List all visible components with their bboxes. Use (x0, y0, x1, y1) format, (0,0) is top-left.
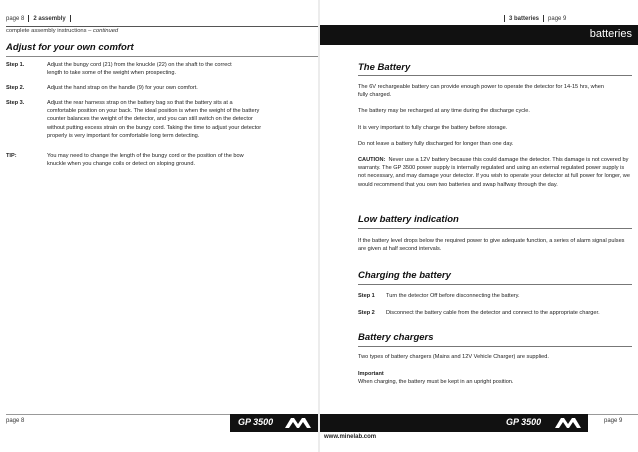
section-rule (358, 346, 632, 347)
header-divider (504, 15, 505, 22)
step-text: Adjust the rear harness strap on the battery bag so that the battery sits at a comfortable position on your back. The ideal position is when the weight of the battery counter balances the weight of the detector, and you can still switch on the detector without putting excess strain on the bungy cord. Taking the time to adjust your detector properly is very important for comfortable long term detecting. (47, 100, 262, 139)
footer-rule (588, 414, 638, 415)
step-label: Step 2. (6, 85, 25, 91)
caution-text: Never use a 12V battery because this could damage the detector. This damage is not covered by warranty. The GP 3500 power supply is internally regulated and using an external regulated power supply is not necessary, and may damage your detector. If you wish to operate your detector at full power for longer, we would recommend that you own two batteries and swap halfway through the day. (358, 157, 630, 188)
battery-p1: The 6V rechargeable battery can provide enough power to operate the detector for 14-15 hrs, when fully charged. (358, 84, 604, 99)
important-text: When charging, the battery must be kept in an upright position. (358, 379, 514, 385)
left-page (0, 0, 318, 452)
website-link[interactable]: www.minelab.com (324, 434, 377, 440)
step-text: Adjust the hand strap on the handle (9) for your own comfort. (47, 85, 198, 91)
right-footer-band (320, 414, 588, 432)
header-divider (70, 15, 71, 22)
right-page-label: page 9 (548, 16, 567, 23)
left-footer-model: GP 3500 (238, 417, 274, 427)
left-section-name: 2 assembly (33, 16, 66, 23)
step-label: Step 3. (6, 100, 25, 106)
section-title-battery: The Battery (358, 62, 411, 73)
right-footer-page: page 9 (604, 418, 623, 424)
chargers-p1: Two types of battery chargers (Mains and 12V Vehicle Charger) are supplied. (358, 354, 549, 360)
tip-text: You may need to change the length of the bungy cord or the position of the bow knuckle when you change coils or detect on sloping ground. (47, 153, 244, 168)
step-label: Step 1. (6, 62, 25, 68)
section-title-comfort: Adjust for your own comfort (6, 42, 134, 53)
section-rule (358, 284, 632, 285)
left-subtitle (6, 28, 118, 34)
important-label: Important (358, 371, 384, 377)
low-battery-p1: If the battery level drops below the required power to give adequate function, a series of alarm signal pulses are given at half second intervals. (358, 238, 625, 253)
section-rule (358, 75, 632, 76)
header-rule (6, 26, 318, 27)
caution-label: CAUTION: (358, 157, 386, 163)
battery-p2: The battery may be recharged at any time during the discharge cycle. (358, 108, 530, 114)
batteries-band-title: batteries (589, 28, 632, 40)
step-text: Turn the detector Off before disconnecting the battery. (386, 293, 520, 299)
section-rule (6, 56, 318, 57)
subtitle-continued: – continued (88, 28, 119, 34)
minelab-logo-icon (553, 416, 583, 430)
right-section-name: 3 batteries (509, 16, 540, 23)
page-gutter (318, 0, 320, 452)
battery-p4: Do not leave a battery fully discharged for longer than one day. (358, 141, 514, 147)
right-page (320, 0, 638, 452)
battery-caution (358, 156, 630, 189)
subtitle-text: complete assembly instructions (6, 28, 87, 34)
section-title-low-battery: Low battery indication (358, 214, 459, 225)
left-page-label: page 8 (6, 16, 25, 23)
right-footer-model: GP 3500 (506, 417, 542, 427)
footer-rule (6, 414, 230, 415)
left-header (6, 15, 75, 22)
step-text: Disconnect the battery cable from the detector and connect to the appropriate charger. (386, 310, 600, 316)
header-divider (28, 15, 29, 22)
step-label: Step 1 (358, 293, 375, 299)
right-header (500, 15, 566, 22)
section-rule (358, 228, 632, 229)
section-title-chargers: Battery chargers (358, 332, 434, 343)
section-title-charging: Charging the battery (358, 270, 451, 281)
header-divider (543, 15, 544, 22)
tip-label: TIP: (6, 153, 17, 159)
step-text: Adjust the bungy cord (21) from the knuckle (22) on the shaft to the correct length to take some of the weight when prospecting. (47, 62, 232, 77)
left-footer-page: page 8 (6, 418, 25, 424)
minelab-logo-icon (283, 416, 313, 430)
step-label: Step 2 (358, 310, 375, 316)
battery-p3: It is very important to fully charge the battery before storage. (358, 125, 508, 131)
